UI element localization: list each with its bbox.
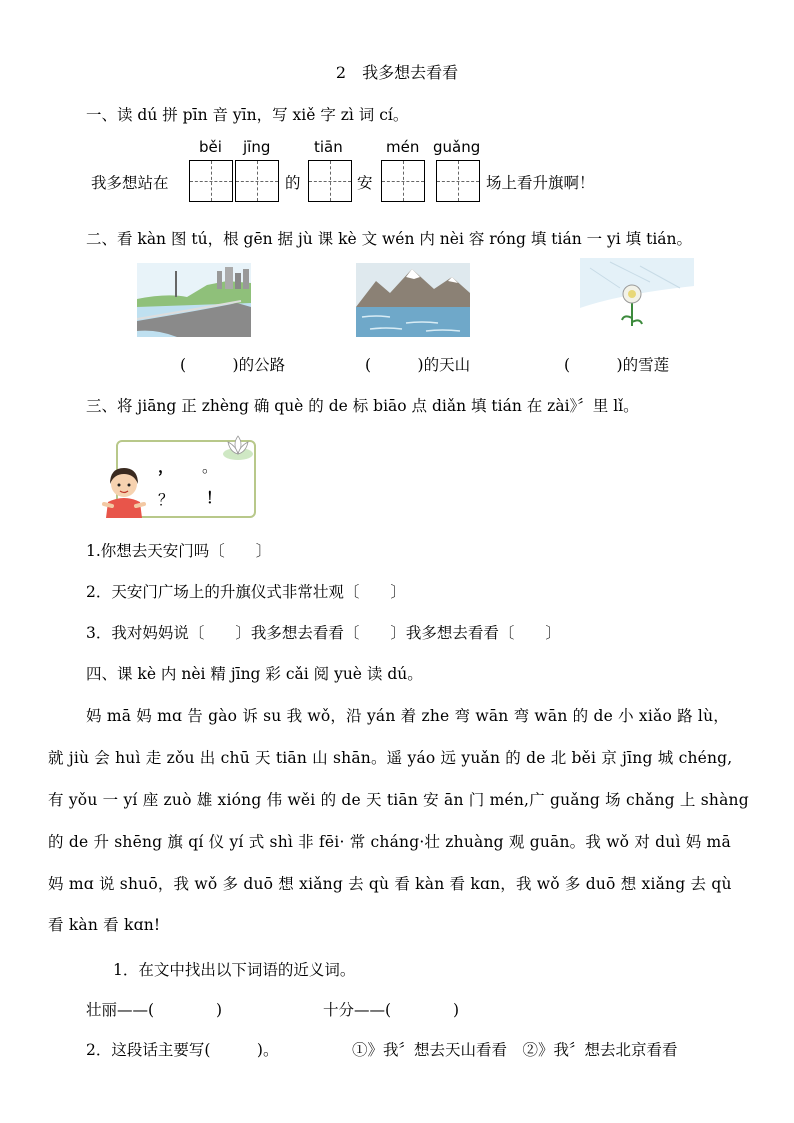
tianzige-box-5[interactable]: [436, 160, 480, 202]
tianzige-box-2[interactable]: [235, 160, 279, 202]
section2-heading: 二、看 kàn 图 tú，根 gēn 据 jù 课 kè 文 wén 内 nèi 容 róng 填 tián 一 yi 填 tián。: [86, 230, 693, 248]
tianzige-box-1[interactable]: [189, 160, 233, 202]
passage-line-2: 就 jiù 会 huì 走 zǒu 出 chū 天 tiān 山 shān。遥 yáo 远 yuǎn 的 de 北 běi 京 jīng 城 chéng,: [48, 749, 733, 767]
pinyin-bei: běi: [199, 138, 222, 156]
passage-line-3: 有 yǒu 一 yí 座 zuò 雄 xióng 伟 wěi 的 de 天 tiān 安 ān 门 mén,广 guǎng 场 chǎng 上 shàng: [48, 791, 749, 809]
section4-q2[interactable]: 2．这段话主要写( )。: [86, 1041, 279, 1059]
tianshan-image: [356, 263, 470, 337]
punct-question: ？: [158, 491, 174, 509]
passage-line-6: 看 kàn 看 kɑn!: [48, 916, 161, 934]
snow-lotus-image: [580, 258, 694, 337]
section4-heading: 四、课 kè 内 nèi 精 jīng 彩 cǎi 阅 yuè 读 dú。: [86, 665, 423, 683]
sentence-start: 我多想站在: [91, 174, 169, 192]
synonym-shifen[interactable]: 十分——( ): [323, 1001, 460, 1019]
road-image: [137, 263, 251, 337]
sentence-de: 的: [285, 174, 301, 192]
section4-q2-options[interactable]: ①》我〞想去天山看看 ②》我〞想去北京看看: [352, 1041, 678, 1059]
blank-tianshan[interactable]: ( )的天山: [365, 356, 471, 374]
pinyin-jing: jīng: [243, 138, 271, 156]
pinyin-men: mén: [386, 138, 420, 156]
synonym-zhuangli[interactable]: 壮丽——( ): [86, 1001, 223, 1019]
section3-q2[interactable]: 2．天安门广场上的升旗仪式非常壮观〔 〕: [86, 583, 406, 601]
pinyin-tian: tiān: [314, 138, 343, 156]
girl-icon: [100, 462, 148, 518]
section3-q3[interactable]: 3．我对妈妈说〔 〕我多想去看看〔 〕我多想去看看〔 〕: [86, 624, 561, 642]
page-title: 2 我多想去看看: [335, 63, 459, 82]
section3-heading: 三、将 jiāng 正 zhèng 确 què 的 de 标 biāo 点 diǎn 填 tián 在 zài》〞里 lǐ。: [86, 397, 639, 415]
sentence-an: 安: [357, 174, 373, 192]
punct-comma: ，: [158, 457, 174, 476]
lotus-icon: [220, 430, 256, 464]
section3-q1[interactable]: 1.你想去天安门吗〔 〕: [86, 542, 272, 560]
punct-period: 。: [202, 458, 218, 476]
passage-line-4: 的 de 升 shēng 旗 qí 仪 yí 式 shì 非 fēi· 常 cháng·壮 zhuàng 观 guān。我 wǒ 对 duì 妈 mā: [48, 833, 731, 851]
passage-line-1: 妈 mā 妈 mɑ 告 gào 诉 su 我 wǒ，沿 yán 着 zhe 弯 wān 弯 wān 的 de 小 xiǎo 路 lù，: [86, 707, 729, 725]
tianzige-box-3[interactable]: [308, 160, 352, 202]
section1-heading: 一、读 dú 拼 pīn 音 yīn，写 xiě 字 zì 词 cí。: [86, 106, 409, 124]
section4-q1: 1．在文中找出以下词语的近义词。: [113, 961, 356, 979]
pinyin-guang: guǎng: [433, 138, 481, 156]
punct-exclamation: ！: [206, 488, 222, 507]
tianzige-box-4[interactable]: [381, 160, 425, 202]
blank-road[interactable]: ( )的公路: [180, 356, 286, 374]
blank-snow-lotus[interactable]: ( )的雪莲: [564, 356, 670, 374]
sentence-end: 场上看升旗啊！: [486, 174, 595, 192]
passage-line-5: 妈 mɑ 说 shuō，我 wǒ 多 duō 想 xiǎng 去 qù 看 kàn 看 kɑn，我 wǒ 多 duō 想 xiǎng 去 qù: [48, 875, 732, 893]
